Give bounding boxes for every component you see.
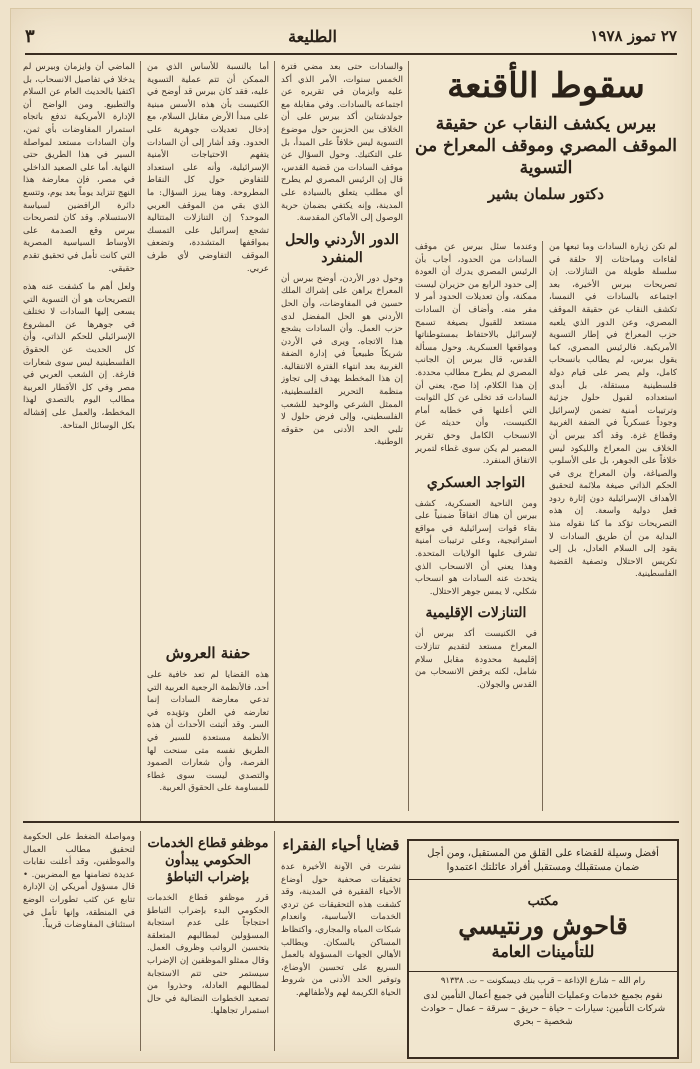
- ad-tagline: أفضل وسيلة للقضاء على القلق من المستقبل، ومن أجل ضمان مستقبلك ومستقبل أفراد عائلتك اعتمدوا: [409, 841, 677, 880]
- article-text: قرر موظفو قطاع الخدمات الحكومي البدء بإضراب التباطؤ احتجاجاً على عدم استجابة المسؤولين لمطالبهم المتعلقة بتحسين الرواتب وظروف العمل. وقال ممثلو الموظفين إن الإضراب سيستمر حتى تتم الاستجابة لمطالبهم العادلة، وحذروا من تصعيد الخطوات النضالية في حال استمرار تجاهلها.: [147, 893, 269, 1017]
- article-column-5: [23, 61, 135, 812]
- column-divider: [140, 61, 141, 821]
- section-subhead: الدور الأردني والحل المنفرد: [285, 231, 399, 266]
- strike-article: [147, 831, 269, 1050]
- column-text: ومن الناحية العسكرية، كشف بيرس أن هناك اتفاقاً ضمنياً على بقاء قوات إسرائيلية في مواقع استراتيجية، وعلى ترتيبات أمنية تشرف عليها الولايات المتحدة. وهذا يعني أن الانسحاب الذي يتحدث عنه السادات هو انسحاب شكلي، لا يمس جوهر الاحتلال.: [415, 498, 537, 597]
- ad-company-sub: للتأمينات العامة: [491, 942, 595, 961]
- ad-office-label: مكتب: [527, 894, 559, 909]
- column-divider: [274, 831, 275, 1051]
- bottom-left-column: [23, 831, 135, 1050]
- section-subhead: التواجد العسكري: [426, 474, 526, 491]
- page-number: ٣: [25, 25, 35, 47]
- column-text: الماضي أن وايزمان وبيرس لم يدخلا في تفاصيل الانسحاب، بل اكتفيا بالحديث العام عن السلام والتطبيع. ومن الواضح أن الإدارة الأمريكية تدفع باتجاه استمرار المفاوضات بأي ثمن، وأن السادات مستعد لمواصلة السير في هذا الطريق حتى النهاية. أما على الصعيد الداخلي في مصر، فإن معارضة هذا النهج تتزايد يوماً بعد يوم، وتتسع دائرة الرافضين لسياسة الاستسلام. وقد كان لتصريحات بيرس وقع الصدمة على الأوساط السياسية المصرية التي كانت تأمل في تحقيق تقدم حقيقي.: [23, 62, 135, 274]
- column-text: في الكنيست أكد بيرس أن المعراخ مستعد لتقديم تنازلات إقليمية محدودة مقابل سلام شامل، لكنه يرفض الانسحاب من القدس والجولان.: [415, 629, 537, 690]
- main-subtitle: بيرس يكشف النقاب عن حقيقة الموقف المصري وموقف المعراخ من التسوية: [415, 114, 677, 178]
- column-text: وعندما سئل بيرس عن موقف السادات من الحدود، أجاب بأن الرئيس المصري يدرك أن العودة إلى حدود الرابع من حزيران ليست ممكنة، وأن تعديلات الحدود أمر لا مفر منه. وأضاف أن السادات مستعد للقبول بصيغة تسمح لإسرائيل بالاحتفاظ بمستوطناتها ومواقعها العسكرية. وحول مسألة القدس، قال بيرس إن الجانب المصري لم يطرح مطالب محددة. إن هذا الكلام، إذا صح، يعني أن السادات قد تخلى عن كل الثوابت التي أعلنها في خطابه أمام الكنيست، وأن حديثه عن الانسحاب الكامل وحق تقرير المصير لم يكن سوى غطاء لتمرير الاتفاق المنفرد.: [415, 242, 537, 467]
- newspaper-page: [10, 8, 692, 1063]
- column-divider: [140, 831, 141, 1051]
- column-divider: [542, 241, 543, 811]
- bottom-section-rule: [23, 821, 679, 823]
- column-text: ولعل أهم ما كشفت عنه هذه التصريحات هو أن التسوية التي يسعى إليها السادات لا تختلف في جوهرها عن المشروع الإسرائيلي للحكم الذاتي، وأن كل الحديث عن الحقوق الفلسطينية ليس سوى شعارات فارغة. إن الشعب العربي في مصر وفي كل الأقطار العربية مطالب اليوم بالتصدي لهذا المخطط، والعمل على إفشاله بكل الوسائل المتاحة.: [23, 282, 135, 431]
- poor-neighborhoods-article: [281, 831, 401, 1050]
- article-column-1: [549, 241, 677, 812]
- column-text: والسادات حتى بعد مضي فترة الخمس سنوات، الأمر الذي أكد عليه وايزمان في تقريره عن اجتماعه بالسادات. وفي مقابلة مع جولدشتاين أكد بيرس على أن الخلاف بين الحزبين حول موضوع التسوية ليس خلافاً على المبدأ، بل على التكتيك. وحول السؤال عن موقف السادات من قضية القدس، قال إن الرئيس المصري لم يطرح أي مطلب يتعلق بالسيادة على المدينة، وإنه يكتفي بضمان حرية الوصول إلى الأماكن المقدسة.: [281, 62, 403, 224]
- mid-article: [147, 639, 269, 812]
- ad-services: نقوم بجميع خدمات وعمليات التأمين في جميع أعمال التأمين لدى شركات التأمين: سيارات – حياة – حريق – سرقة – عمال – حوادث شخصية – بحري: [420, 991, 666, 1027]
- page-header: [25, 19, 677, 55]
- column-divider: [408, 61, 409, 811]
- insurance-advertisement: [407, 839, 679, 1059]
- ad-contact: رام الله – شارع الإذاعة – قرب بنك ديسكونت – ت. ٩١٣٣٨: [409, 971, 677, 986]
- author-byline: دكتور سلمان بشير: [488, 185, 604, 203]
- main-headline-block: [415, 67, 677, 203]
- ad-company-name: قاحوش ورنتيسي: [458, 911, 628, 940]
- paper-name: الطليعة: [288, 26, 337, 46]
- column-text: لم تكن زيارة السادات وما تبعها من لقاءات ومباحثات إلا حلقة في سلسلة طويلة من التنازلات. إن تصريحات بيرس الأخيرة، بعد اجتماعه بالسادات في النمسا، تكشف النقاب عن حقيقة الموقف المصري، وعن الدور الذي يلعبه حزب المعراخ في إطار التسوية الأمريكية. فالرئيس المصري، كما يقول بيرس، لم يطالب بانسحاب كامل، ولم يصر على قيام دولة فلسطينية مستقلة، بل أبدى استعداده لقبول حلول جزئية وترتيبات أمنية تضمن لإسرائيل وجوداً عسكرياً في الضفة الغربية وقطاع غزة. وقد أكد بيرس أن الخلاف بين المعراخ والليكود ليس خلافاً على الجوهر، بل على الأسلوب والصياغة، وأن المعراخ يرى في الحكم الذاتي صيغة ملائمة لتحقيق الأهداف الإسرائيلية دون إثارة ردود فعل دولية واسعة. إن هذه التصريحات تؤكد ما كنا نقوله منذ البداية من أن طريق السادات لا يقود إلى السلام العادل، بل إلى تكريس الاحتلال وتصفية القضية الفلسطينية.: [549, 242, 677, 580]
- article-column-3: [281, 61, 403, 812]
- article-title: قضايا أحياء الفقراء: [282, 836, 400, 854]
- article-text: ومواصلة الضغط على الحكومة لتحقيق مطالب العمال والموظفين، وقد أعلنت نقابات عديدة تضامنها مع المضربين. • قال مسؤول أمريكي إن الإدارة تتابع عن كثب تطورات الوضع في المنطقة، وإنها تأمل في استئناف المفاوضات قريباً.: [23, 832, 135, 931]
- section-subhead: التنازلات الإقليمية: [425, 605, 527, 622]
- main-title: سقوط الأقنعة: [447, 66, 645, 106]
- article-column-2: [415, 241, 537, 812]
- article-title: موظفو قطاع الخدمات الحكومي يبدأون بإضراب التباطؤ: [147, 836, 269, 885]
- article-column-4: [147, 61, 269, 622]
- issue-date: ٢٧ تموز ١٩٧٨: [590, 27, 677, 45]
- article-text: نشرت في الآونة الأخيرة عدة تحقيقات صحفية حول أوضاع الأحياء الفقيرة في المدينة، وقد كشفت هذه التحقيقات عن تردي الخدمات الأساسية، وانعدام شبكات المياه والمجاري، واكتظاظ المساكن بالسكان. ويطالب الأهالي الجهات المسؤولة بالعمل السريع على تحسين الأوضاع، وتوفير الحد الأدنى من شروط الحياة الكريمة لهم ولأطفالهم.: [281, 862, 401, 998]
- column-text: أما بالنسبة للأساس الذي من الممكن أن تتم عملية التسوية عليه، فقد كان بيرس قد أوضح في الكنيست بأن هذه الأسس مبنية على مبدأ الأرض مقابل السلام، مع إدخال تعديلات جوهرية على الحدود. وقد أشار إلى أن السادات يتفهم الاحتياجات الأمنية الإسرائيلية، وأنه على استعداد للتفاوض حول كل النقاط المطروحة. وهنا يبرز السؤال: ما الذي بقي من الموقف العربي الموحد؟ إن التنازلات المتتالية تشجع إسرائيل على التمسك بمواقفها المتشددة، وتضعف الموقف التفاوضي لأي طرف عربي.: [147, 62, 269, 274]
- column-text: وحول دور الأردن، أوضح بيرس أن المعراخ يراهن على إشراك الملك حسين في المفاوضات، وأن الحل الأردني هو الحل المفضل لدى حزب العمل. وأن السادات يشجع هذا الاتجاه، ويرى في الأردن شريكاً طبيعياً في إدارة الضفة الغربية بعد انتهاء الفترة الانتقالية. إن هذا المخطط يهدف إلى تجاوز منظمة التحرير الفلسطينية، الممثل الشرعي والوحيد للشعب الفلسطيني، وإلى فرض حلول لا تلبي الحد الأدنى من حقوقه الوطنية.: [281, 273, 403, 448]
- column-text: هذه القضايا لم تعد خافية على أحد، فالأنظمة الرجعية العربية التي تدعي معارضة السادات إنما تعارضه في العلن وتؤيده في السر. وقد أثبتت الأحداث أن هذه الأنظمة مستعدة للسير في الطريق نفسه متى سنحت لها الفرصة، وأن شعارات الصمود والتصدي ليست سوى غطاء للمساومة على الحقوق العربية.: [147, 670, 269, 794]
- mid-article-title: حفنة العروش: [165, 644, 251, 662]
- column-divider: [274, 61, 275, 821]
